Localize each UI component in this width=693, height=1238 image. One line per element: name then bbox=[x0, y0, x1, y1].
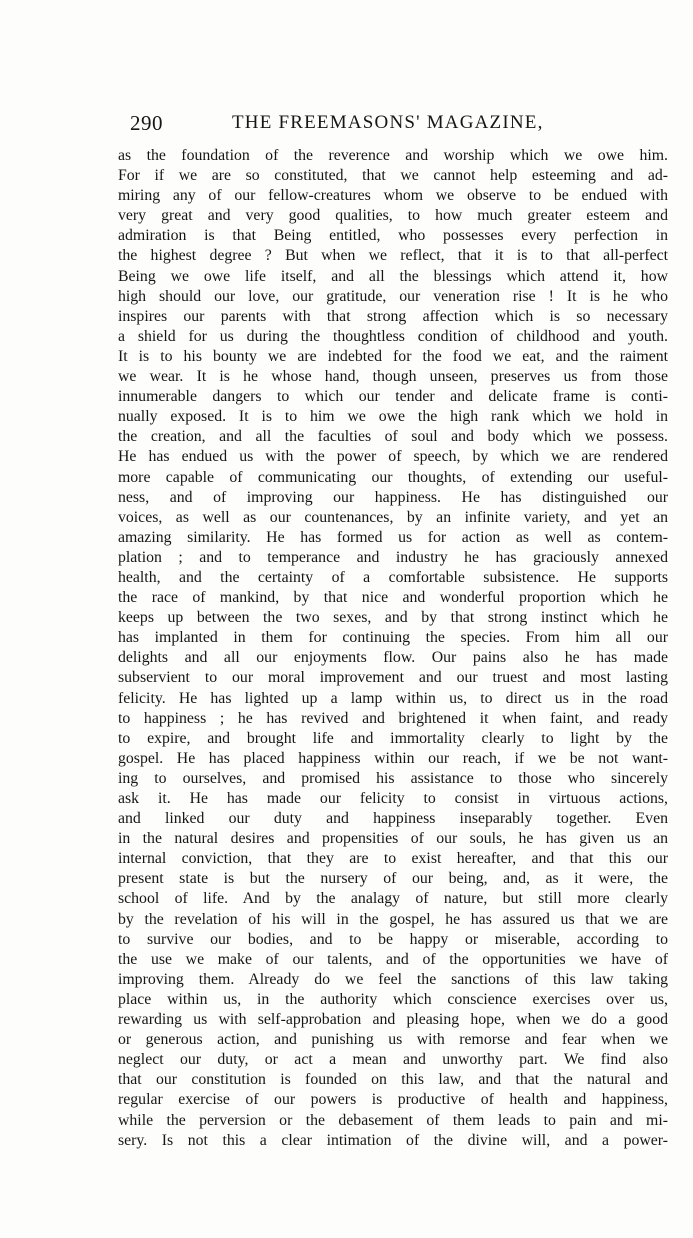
text-line: a shield for us during the thoughtless condition of childhood and youth. bbox=[118, 327, 668, 345]
text-line: that our constitution is founded on this law, and that the natural and bbox=[118, 1071, 668, 1089]
text-line: admiration is that Being entitled, who possesses every perfection in bbox=[118, 227, 668, 245]
body-text bbox=[118, 146, 668, 1151]
text-line: place within us, in the authority which conscience exercises over us, bbox=[118, 990, 668, 1008]
text-line: the race of mankind, by that nice and wonderful proportion which he bbox=[118, 589, 668, 607]
text-line: inspires our parents with that strong affection which is so necessary bbox=[118, 307, 668, 325]
text-line: ing to ourselves, and promised his assistance to those who sincerely bbox=[118, 769, 668, 787]
text-line: amazing similarity. He has formed us for action as well as contem- bbox=[118, 528, 668, 546]
text-line: gospel. He has placed happiness within our reach, if we be not want- bbox=[118, 749, 668, 767]
text-line: neglect our duty, or act a mean and unworthy part. We find also bbox=[118, 1051, 668, 1069]
text-line: internal conviction, that they are to exist hereafter, and that this our bbox=[118, 850, 668, 868]
text-line: to expire, and brought life and immortality clearly to light by the bbox=[118, 729, 668, 747]
text-line: we wear. It is he whose hand, though unseen, preserves us from those bbox=[118, 368, 668, 386]
text-line: school of life. And by the analagy of nature, but still more clearly bbox=[118, 890, 668, 908]
text-line: voices, as well as our countenances, by an infinite variety, and yet an bbox=[118, 508, 668, 526]
text-line: sery. Is not this a clear intimation of the divine will, and a power- bbox=[118, 1131, 668, 1149]
text-line: For if we are so constituted, that we cannot help esteeming and ad- bbox=[118, 167, 668, 185]
text-line: more capable of communicating our thoughts, of extending our useful- bbox=[118, 468, 668, 486]
text-line: regular exercise of our powers is productive of health and happiness, bbox=[118, 1091, 668, 1109]
text-line: It is to his bounty we are indebted for the food we eat, and the raiment bbox=[118, 347, 668, 365]
text-line: ness, and of improving our happiness. He has distinguished our bbox=[118, 488, 668, 506]
text-line: high should our love, our gratitude, our veneration rise ! It is he who bbox=[118, 287, 668, 305]
text-line: subservient to our moral improvement and our truest and most lasting bbox=[118, 669, 668, 687]
text-line: rewarding us with self-approbation and pleasing hope, when we do a good bbox=[118, 1011, 668, 1029]
text-line: felicity. He has lighted up a lamp within us, to direct us in the road bbox=[118, 689, 668, 707]
text-line: plation ; and to temperance and industry he has graciously annexed bbox=[118, 548, 668, 566]
text-line: improving them. Already do we feel the sanctions of this law taking bbox=[118, 970, 668, 988]
text-line: while the perversion or the debasement of them leads to pain and mi- bbox=[118, 1111, 668, 1129]
text-line: the use we make of our talents, and of the opportunities we have of bbox=[118, 950, 668, 968]
text-line: present state is but the nursery of our being, and, as it were, the bbox=[118, 870, 668, 888]
running-head bbox=[130, 111, 690, 135]
page-number: 290 bbox=[130, 111, 163, 135]
magazine-title: THE FREEMASONS' MAGAZINE, bbox=[232, 112, 544, 133]
text-line: the highest degree ? But when we reflect, that it is to that all-perfect bbox=[118, 247, 668, 265]
text-line: nually exposed. It is to him we owe the high rank which we hold in bbox=[118, 408, 668, 426]
text-line: Being we owe life itself, and all the blessings which attend it, how bbox=[118, 267, 668, 285]
text-line: by the revelation of his will in the gospel, he has assured us that we are bbox=[118, 910, 668, 928]
text-line: He has endued us with the power of speech, by which we are rendered bbox=[118, 448, 668, 466]
text-line: innumerable dangers to which our tender and delicate frame is conti- bbox=[118, 388, 668, 406]
text-line: health, and the certainty of a comfortable subsistence. He supports bbox=[118, 568, 668, 586]
text-line: or generous action, and punishing us with remorse and fear when we bbox=[118, 1031, 668, 1049]
text-line: to survive our bodies, and to be happy or miserable, according to bbox=[118, 930, 668, 948]
text-line: keeps up between the two sexes, and by that strong instinct which he bbox=[118, 609, 668, 627]
text-line: and linked our duty and happiness inseparably together. Even bbox=[118, 810, 668, 828]
text-line: very great and very good qualities, to how much greater esteem and bbox=[118, 207, 668, 225]
text-line: ask it. He has made our felicity to consist in virtuous actions, bbox=[118, 790, 668, 807]
text-line: has implanted in them for continuing the species. From him all our bbox=[118, 629, 668, 647]
text-line: the creation, and all the faculties of soul and body which we possess. bbox=[118, 428, 668, 446]
text-line: miring any of our fellow-creatures whom we observe to be endued with bbox=[118, 187, 668, 205]
text-line: delights and all our enjoyments flow. Our pains also he has made bbox=[118, 649, 668, 667]
text-line: in the natural desires and propensities of our souls, he has given us an bbox=[118, 830, 668, 848]
text-line: as the foundation of the reverence and worship which we owe him. bbox=[118, 147, 668, 164]
text-line: to happiness ; he has revived and brightened it when faint, and ready bbox=[118, 709, 668, 727]
